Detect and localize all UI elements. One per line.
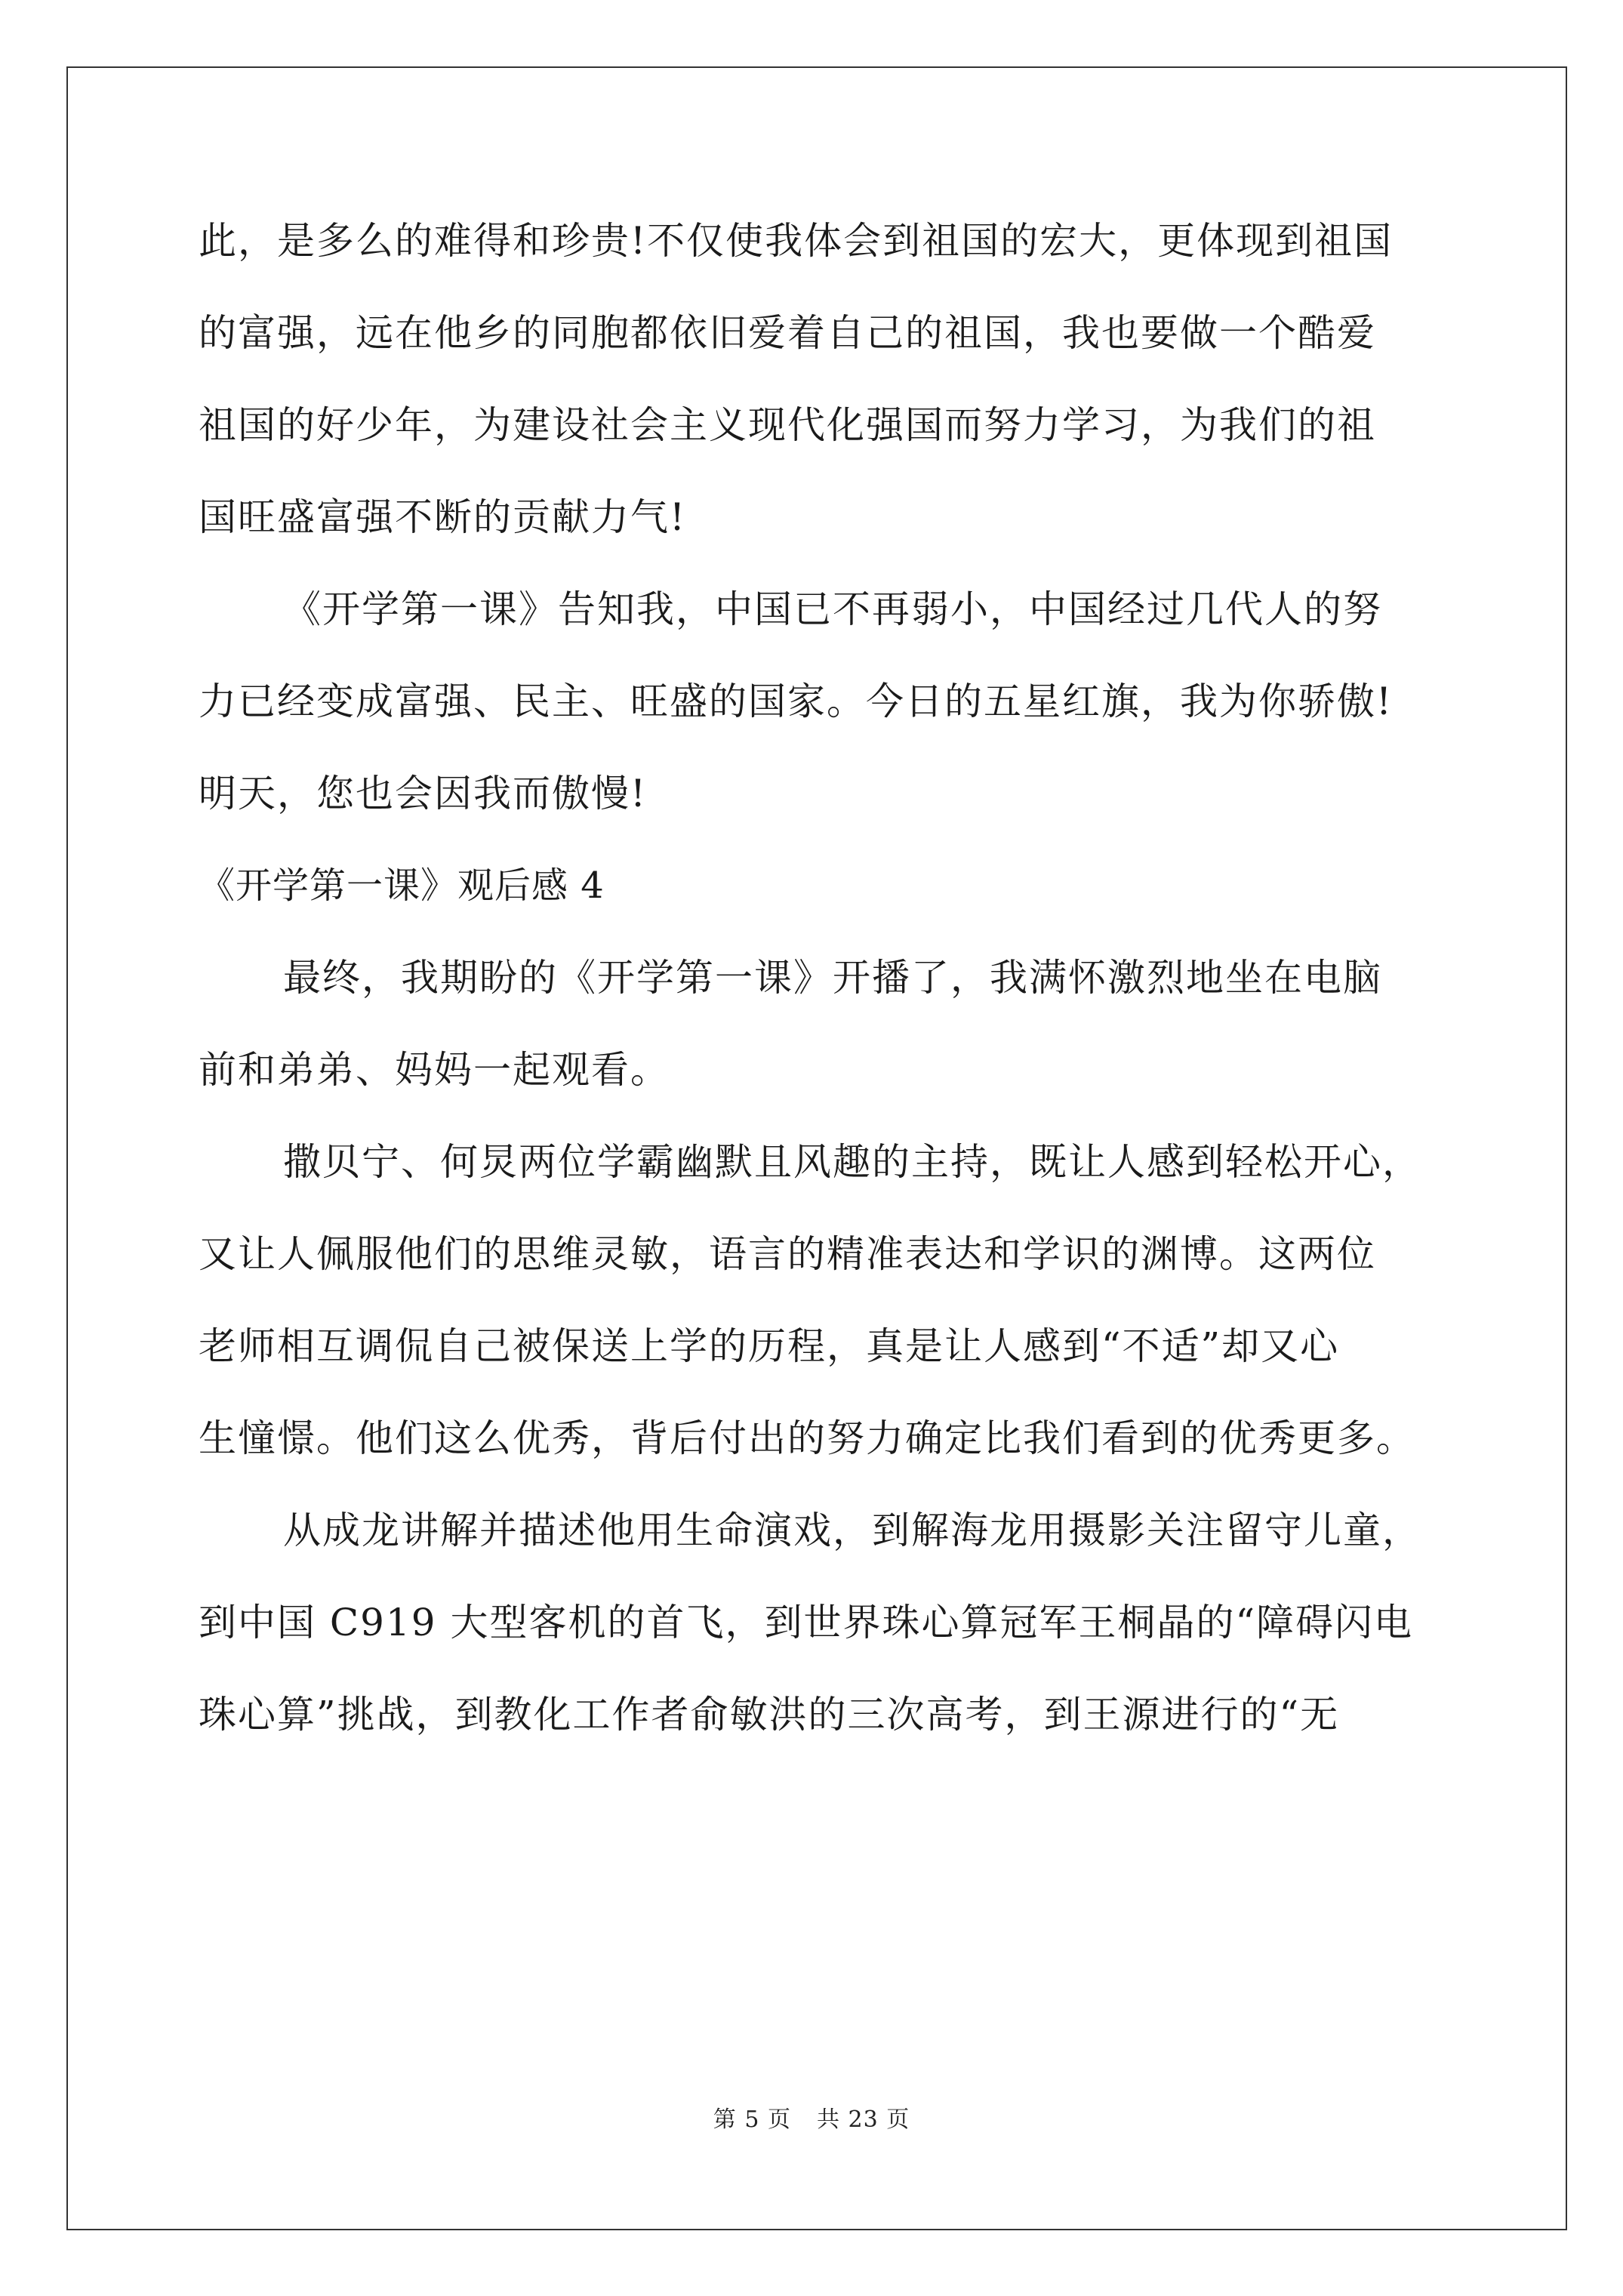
paragraph-line: 明天，您也会因我而傲慢! [199,772,648,815]
page-total: 共 23 页 [816,2106,910,2133]
paragraph-line: 最终，我期盼的《开学第一课》开播了，我满怀激烈地坐在电脑 [283,956,1382,1000]
document-body [199,195,1424,1761]
paragraph-line: 老师相互调侃自己被保送上学的历程，真是让人感到“不适”却又心 [199,1324,1340,1368]
paragraph-line: 《开学第一课》告知我，中国已不再弱小，中国经过几代人的努 [283,587,1382,631]
paragraph-line: 又让人佩服他们的思维灵敏，语言的精准表达和学识的渊博。这两位 [199,1232,1376,1276]
paragraph-line: 珠心算”挑战，到教化工作者俞敏洪的三次高考，到王源进行的“无 [199,1693,1340,1737]
paragraph-line: 撒贝宁、何炅两位学霸幽默且风趣的主持，既让人感到轻松开心， [283,1140,1421,1184]
paragraph-line: 的富强，远在他乡的同胞都依旧爱着自己的祖国，我也要做一个酷爱 [199,311,1376,355]
paragraph-line: 祖国的好少年，为建设社会主义现代化强国而努力学习，为我们的祖 [199,403,1376,447]
paragraph-line: 前和弟弟、妈妈一起观看。 [199,1048,670,1092]
page-footer [0,2100,1623,2134]
section-heading: 《开学第一课》观后感 4 [199,864,605,907]
page-number: 第 5 页 [713,2106,791,2133]
paragraph-line: 力已经变成富强、民主、旺盛的国家。今日的五星红旗，我为你骄傲! [199,680,1394,723]
paragraph-line: 国旺盛富强不断的贡献力气! [199,495,687,539]
paragraph-line: 生憧憬。他们这么优秀，背后付出的努力确定比我们看到的优秀更多。 [199,1416,1415,1460]
paragraph-line: 到中国 C919 大型客机的首飞，到世界珠心算冠军王桐晶的“障碍闪电 [199,1601,1414,1644]
paragraph-line: 此，是多么的难得和珍贵!不仅使我体会到祖国的宏大，更体现到祖国 [199,219,1394,263]
paragraph-line: 从成龙讲解并描述他用生命演戏，到解海龙用摄影关注留守儿童， [283,1509,1421,1552]
